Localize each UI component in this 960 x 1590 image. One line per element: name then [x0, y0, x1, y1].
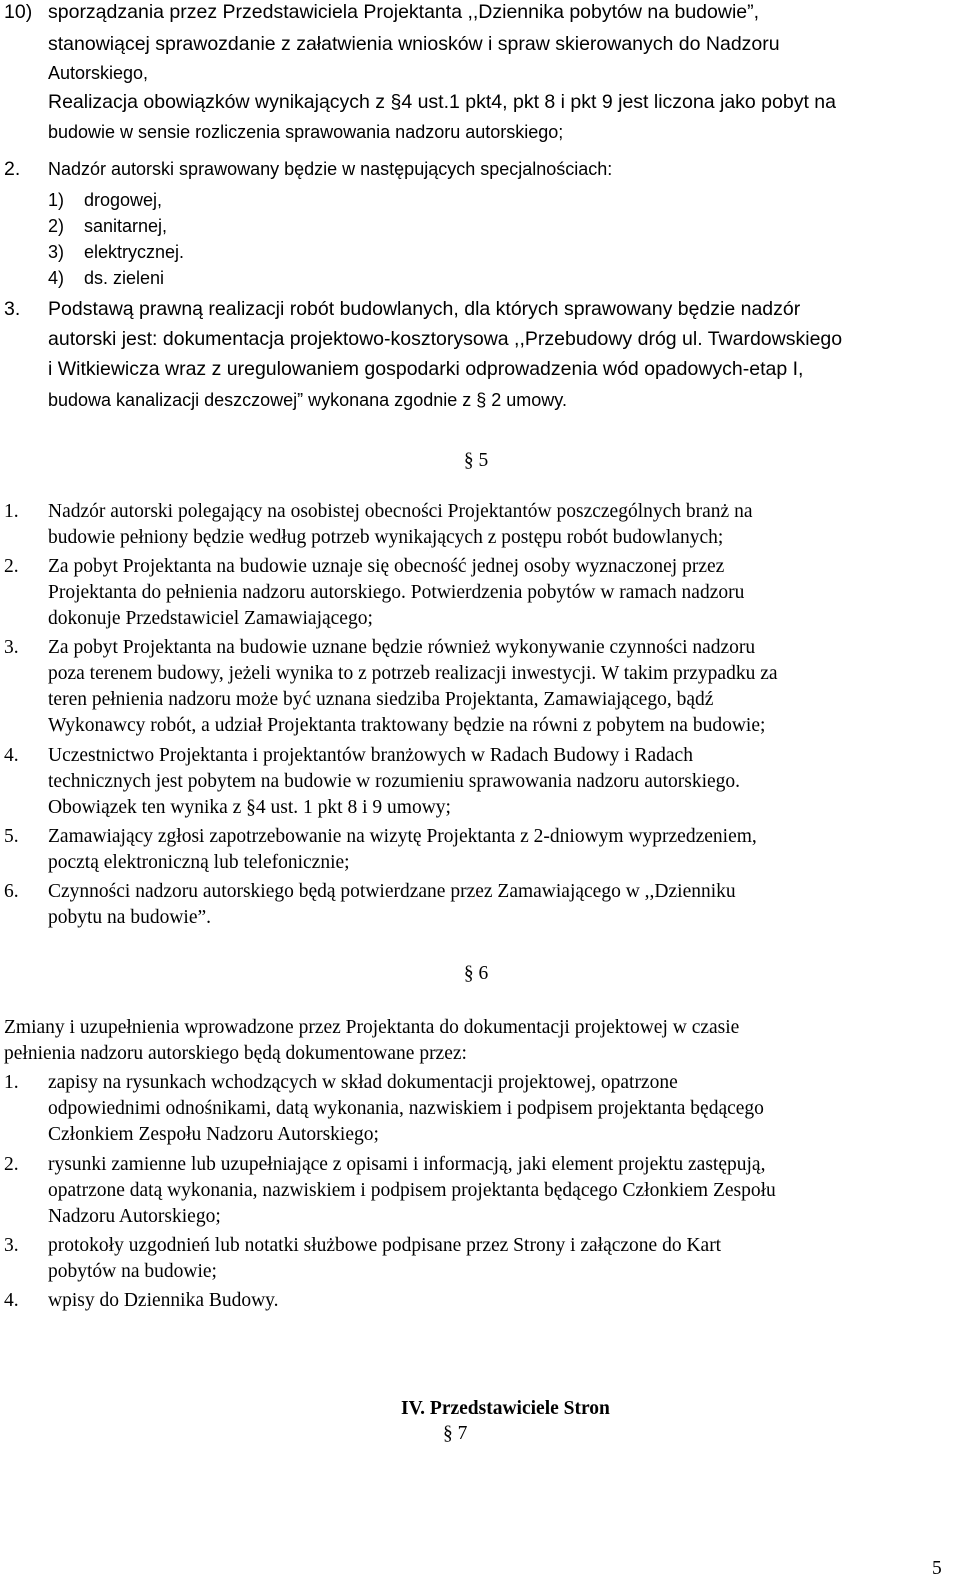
s5-line: pobytu na budowie”.: [48, 907, 212, 928]
s5-line: Czynności nadzoru autorskiego będą potwierdzane przez Zamawiającego w ,,Dzienniku: [48, 881, 736, 902]
s6-intro-line: pełnienia nadzoru autorskiego będą dokumentowane przez:: [4, 1043, 467, 1064]
s6-line: Nadzoru Autorskiego;: [48, 1206, 221, 1227]
item-number: 2.: [4, 1154, 19, 1175]
s5-line: Za pobyt Projektanta na budowie uznane będzie również wykonywanie czynności nadzoru: [48, 637, 756, 658]
s6-line: protokoły uzgodnień lub notatki służbowe podpisane przez Strony i załączone do Kart: [48, 1235, 722, 1256]
s5-line: poza terenem budowy, jeżeli wynika to z potrzeb realizacji inwestycji. W takim przypadku za: [48, 663, 778, 684]
s5-line: dokonuje Przedstawiciel Zamawiającego;: [48, 608, 373, 629]
s6-line: opatrzone datą wykonania, nazwiskiem i podpisem projektanta będącego Członkiem Zespołu: [48, 1180, 776, 1201]
item-number: 2.: [4, 556, 19, 577]
s5-line: Za pobyt Projektanta na budowie uznaje się obecność jednej osoby wyznaczonej przez: [48, 556, 725, 577]
section-heading: § 7: [443, 1423, 468, 1444]
s5-line: Projektanta do pełnienia nadzoru autorskiego. Potwierdzenia pobytów w ramach nadzoru: [48, 582, 745, 603]
s5-line: technicznych jest pobytem na budowie w rozumieniu sprawowania nadzoru autorskiego.: [48, 771, 741, 792]
item-number: 5.: [4, 826, 19, 847]
s5-line: Wykonawcy robót, a udział Projektanta traktowany będzie na równi z pobytem na budowie;: [48, 715, 766, 736]
specialty-number: 2): [48, 216, 65, 236]
legal-basis-line: autorski jest: dokumentacja projektowo-kosztorysowa ,,Przebudowy dróg ul. Twardowskiego: [48, 328, 843, 350]
section-heading: § 5: [463, 450, 489, 471]
legal-basis-line: Podstawą prawną realizacji robót budowlanych, dla których sprawowany będzie nadzór: [48, 298, 801, 320]
item-number: 1.: [4, 501, 19, 522]
specialty-label: drogowej,: [84, 190, 163, 210]
item-number: 3.: [4, 298, 21, 320]
item-number: 3.: [4, 1235, 19, 1256]
s5-line: Uczestnictwo Projektanta i projektantów branżowych w Radach Budowy i Radach: [48, 745, 693, 766]
s5-line: teren pełnienia nadzoru może być uznana siedziba Projektanta, Zamawiającego, bądź: [48, 689, 714, 710]
s5-line: budowie pełniony będzie według potrzeb wynikających z postępu robót budowlanych;: [48, 527, 724, 548]
s5-line: Nadzór autorski polegający na osobistej obecności Projektantów poszczególnych branż na: [48, 501, 753, 522]
specialty-label: ds. zieleni: [84, 268, 165, 288]
s6-line: rysunki zamienne lub uzupełniające z opisami i informacją, jaki element projektu zastępują,: [48, 1154, 766, 1175]
item-number: 1.: [4, 1072, 19, 1093]
item-number: 6.: [4, 881, 19, 902]
item-number: 4.: [4, 1290, 19, 1311]
specialty-number: 3): [48, 242, 65, 262]
s6-line: odpowiednimi odnośnikami, datą wykonania, nazwiskiem i podpisem projektanta będącego: [48, 1098, 764, 1119]
s6-intro-line: Zmiany i uzupełnienia wprowadzone przez Projektanta do dokumentacji projektowej w czasie: [4, 1017, 740, 1038]
item-number: 4.: [4, 745, 19, 766]
s5-line: pocztą elektroniczną lub telefonicznie;: [48, 852, 350, 873]
s6-line: pobytów na budowie;: [48, 1261, 217, 1282]
specialty-label: sanitarnej,: [84, 216, 168, 236]
specialty-number: 4): [48, 268, 65, 288]
legal-basis-line: i Witkiewicza wraz z uregulowaniem gospodarki odprowadzenia wód opadowych-etap I,: [48, 358, 804, 380]
item10-line: Autorskiego,: [48, 63, 149, 83]
s6-line: zapisy na rysunkach wchodzących w skład dokumentacji projektowej, opatrzone: [48, 1072, 678, 1093]
section-heading: § 6: [463, 963, 489, 984]
s6-line: wpisy do Dziennika Budowy.: [48, 1290, 279, 1311]
specialties-intro: Nadzór autorski sprawowany będzie w następujących specjalnościach:: [48, 159, 613, 179]
specialty-number: 1): [48, 190, 65, 210]
item-number: 10): [4, 1, 33, 23]
item-number: 2.: [4, 158, 21, 180]
chapter-heading: IV. Przedstawiciele Stron: [401, 1398, 610, 1419]
s6-line: Członkiem Zespołu Nadzoru Autorskiego;: [48, 1124, 379, 1145]
item10-line: sporządzania przez Przedstawiciela Projektanta ,,Dziennika pobytów na budowie”,: [48, 1, 760, 23]
s5-line: Zamawiający zgłosi zapotrzebowanie na wizytę Projektanta z 2-dniowym wyprzedzeniem,: [48, 826, 757, 847]
specialty-label: elektrycznej.: [84, 242, 185, 262]
item-number: 3.: [4, 637, 19, 658]
s5-line: Obowiązek ten wynika z §4 ust. 1 pkt 8 i 9 umowy;: [48, 797, 451, 818]
realizacja-line: budowie w sensie rozliczenia sprawowania nadzoru autorskiego;: [48, 122, 564, 142]
page-number: 5: [932, 1558, 942, 1579]
legal-basis-line: budowa kanalizacji deszczowej” wykonana zgodnie z § 2 umowy.: [48, 390, 567, 410]
realizacja-line: Realizacja obowiązków wynikających z §4 ust.1 pkt4, pkt 8 i pkt 9 jest liczona jako pobyt na: [48, 91, 836, 113]
item10-line: stanowiącej sprawozdanie z załatwienia wniosków i spraw skierowanych do Nadzoru: [48, 33, 780, 55]
